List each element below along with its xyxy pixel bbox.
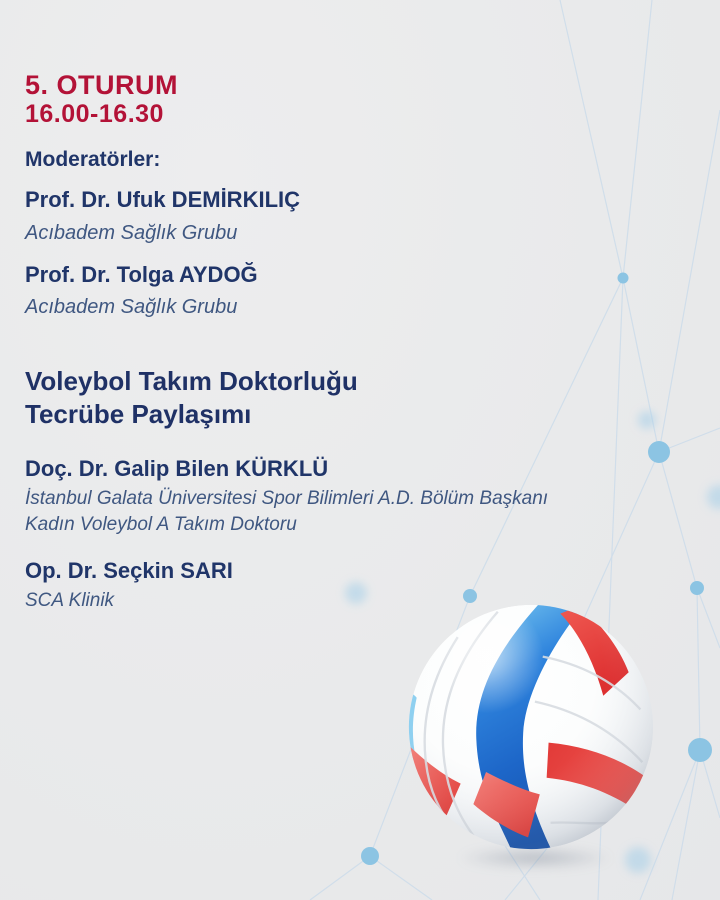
moderator-2-name: Prof. Dr. Tolga AYDOĞ — [25, 262, 258, 287]
moderators-heading: Moderatörler: — [25, 148, 161, 171]
speaker-1-affiliation-line-1: İstanbul Galata Üniversitesi Spor Bilimleri A.D. Bölüm Başkanı — [25, 488, 549, 509]
talk-title-line-2: Tecrübe Paylaşımı — [25, 399, 252, 429]
moderator-1-affiliation: Acıbadem Sağlık Grubu — [25, 222, 238, 244]
talk-title-line-1: Voleybol Takım Doktorluğu — [25, 366, 358, 396]
ball-shading — [409, 605, 653, 849]
speaker-2-affiliation: SCA Klinik — [25, 590, 115, 611]
speaker-1-affiliation-line-2: Kadın Voleybol A Takım Doktoru — [25, 514, 297, 535]
volleyball-illustration — [404, 600, 658, 854]
speaker-2-name: Op. Dr. Seçkin SARI — [25, 558, 233, 583]
speaker-1-name: Doç. Dr. Galip Bilen KÜRKLÜ — [25, 456, 329, 481]
talk-title — [25, 365, 358, 431]
speaker-1-affiliation — [25, 486, 685, 538]
moderator-1-name: Prof. Dr. Ufuk DEMİRKILIÇ — [25, 187, 301, 212]
session-time: 16.00-16.30 — [25, 100, 164, 128]
moderator-2-affiliation: Acıbadem Sağlık Grubu — [25, 296, 238, 318]
session-title: 5. OTURUM — [25, 70, 178, 100]
